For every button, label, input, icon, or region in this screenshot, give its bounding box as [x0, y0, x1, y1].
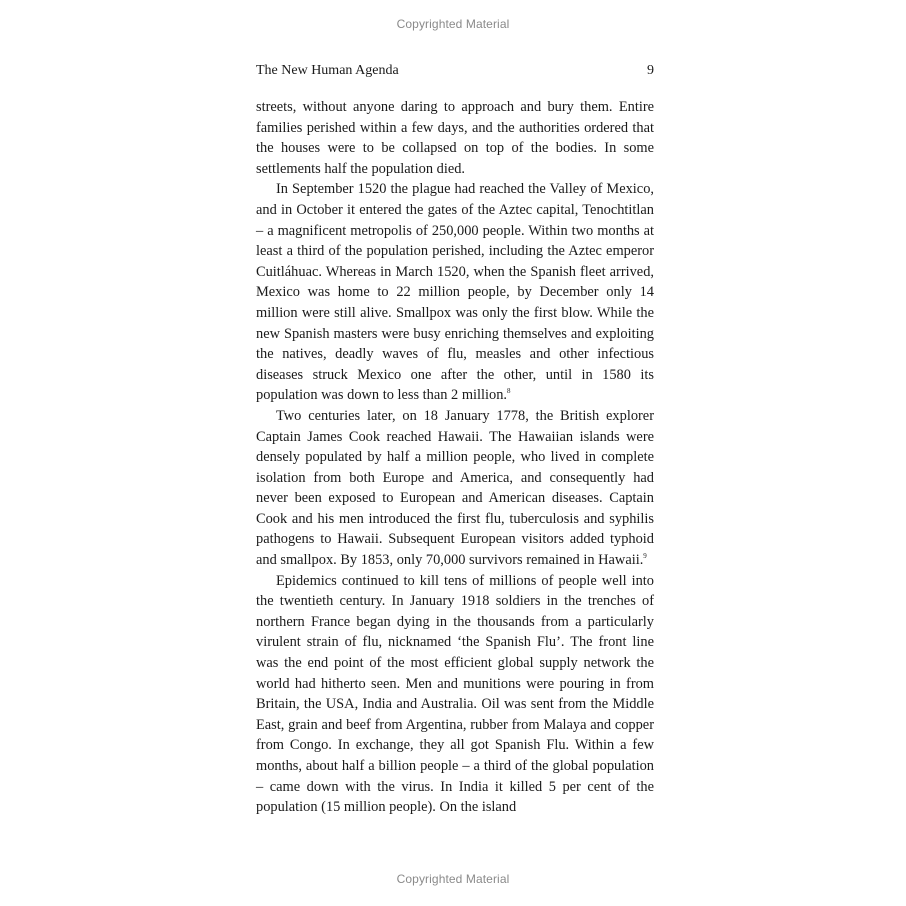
- paragraph-text: streets, without anyone daring to approach and bury them. Entire families perished within a few days, and the authorities ordered that the houses were to be collapsed on top of the bodies. In some settlements half the population died.: [256, 99, 654, 177]
- paragraph-text: Two centuries later, on 18 January 1778, the British explorer Captain James Cook reached Hawaii. The Hawaiian islands were densely populated by half a million people, who lived in complete isolation from both Europe and America, and consequently had never been exposed to European and American diseases. Captain Cook and his men introduced the first flu, tuberculosis and syphilis pathogens to Hawaii. Subsequent European visitors added typhoid and smallpox. By 1853, only 70,000 survivors remained in Hawaii.: [256, 407, 654, 569]
- footnote-marker[interactable]: 8: [507, 387, 511, 396]
- paragraph: [256, 97, 654, 179]
- running-head: [256, 62, 654, 80]
- copyright-watermark-top: Copyrighted Material: [396, 17, 510, 31]
- paragraph-text: Epidemics continued to kill tens of millions of people well into the twentieth century. In January 1918 soldiers in the trenches of northern France began dying in the thousands from a particularly virulent strain of flu, nicknamed ‘the Spanish Flu’. The front line was the end point of the most efficient global supply network the world had hitherto seen. Men and munitions were pouring in from Britain, the USA, India and Australia. Oil was sent from the Middle East, grain and beef from Argentina, rubber from Malaya and copper from Congo. In exchange, they all got Spanish Flu. Within a few months, about half a billion people – a third of the global population – came down with the virus. In India it killed 5 per cent of the population (15 million people). On the island: [256, 572, 654, 816]
- paragraph: [256, 571, 654, 818]
- paragraph-text: In September 1520 the plague had reached the Valley of Mexico, and in October it entered the gates of the Aztec capital, Tenochtitlan – a magnificent metropolis of 250,000 people. Within two months at least a third of the population perished, including the Aztec emperor Cuitláhuac. Whereas in March 1520, when the Spanish fleet arrived, Mexico was home to 22 million people, by December only 14 million were still alive. Smallpox was only the first blow. While the new Spanish masters were busy enriching themselves and exploiting the natives, deadly waves of flu, measles and other infectious diseases struck Mexico one after the other, until in 1580 its population was down to less than 2 million.: [256, 181, 654, 404]
- page-number: 9: [647, 63, 654, 78]
- copyright-watermark-bottom: Copyrighted Material: [396, 872, 510, 886]
- footnote-marker[interactable]: 9: [643, 552, 647, 561]
- running-head-title: The New Human Agenda: [256, 63, 399, 78]
- body-text: [256, 97, 654, 818]
- paragraph: [256, 406, 654, 571]
- paragraph: [256, 179, 654, 406]
